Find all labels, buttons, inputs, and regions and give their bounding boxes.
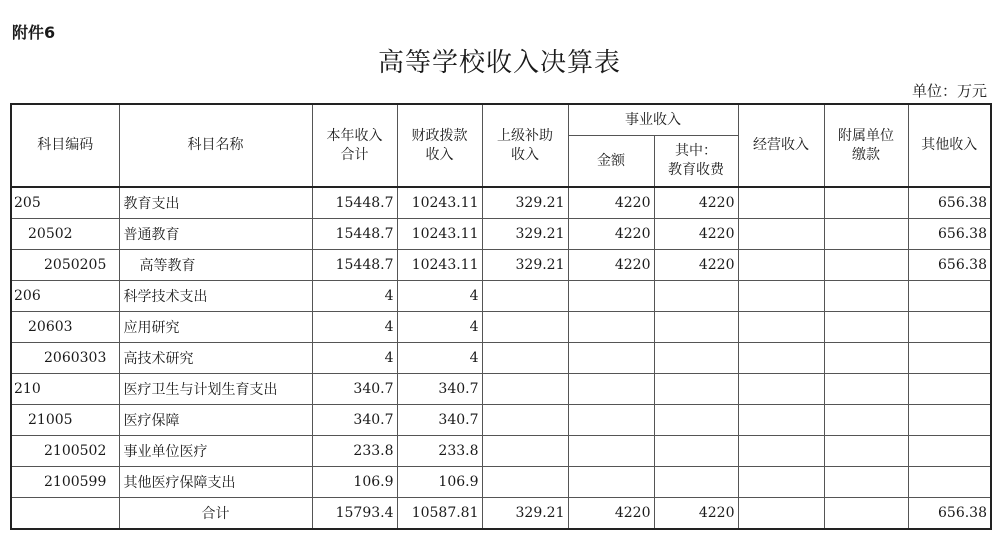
cell-fiscal: 10243.11	[397, 187, 482, 219]
unit-label: 单位：万元	[911, 82, 987, 100]
cell-total: 106.9	[312, 467, 397, 498]
cell-fiscal: 10243.11	[397, 219, 482, 250]
cell-other: 656.38	[908, 187, 991, 219]
cell-total: 15448.7	[312, 187, 397, 219]
cell-business-edu	[654, 405, 738, 436]
cell-other	[908, 374, 991, 405]
cell-affiliated	[824, 436, 908, 467]
table-row	[11, 467, 991, 498]
cell-name: 科学技术支出	[119, 281, 312, 312]
cell-business-edu: 4220	[654, 498, 738, 530]
cell-code: 2050205	[11, 250, 119, 281]
cell-fiscal: 340.7	[397, 405, 482, 436]
table-row	[11, 281, 991, 312]
header-business-edu-line1: 其中：	[675, 143, 717, 159]
cell-other	[908, 467, 991, 498]
table-row	[11, 374, 991, 405]
cell-code: 206	[11, 281, 119, 312]
cell-total: 340.7	[312, 405, 397, 436]
cell-other: 656.38	[908, 250, 991, 281]
cell-name: 事业单位医疗	[119, 436, 312, 467]
cell-business-amount	[568, 374, 654, 405]
cell-name: 医疗卫生与计划生育支出	[119, 374, 312, 405]
cell-business-amount	[568, 312, 654, 343]
cell-superior	[482, 343, 568, 374]
cell-superior	[482, 436, 568, 467]
cell-fiscal: 4	[397, 281, 482, 312]
cell-name: 教育支出	[119, 187, 312, 219]
cell-name: 应用研究	[119, 312, 312, 343]
cell-code: 21005	[11, 405, 119, 436]
cell-operating	[738, 281, 824, 312]
cell-affiliated	[824, 405, 908, 436]
header-row-1	[11, 104, 991, 136]
cell-other	[908, 343, 991, 374]
header-business-edu-line2: 教育收费	[668, 162, 724, 178]
header-business-amount: 金额	[568, 136, 654, 188]
cell-name: 高等教育	[119, 250, 312, 281]
table-row	[11, 250, 991, 281]
cell-name: 普通教育	[119, 219, 312, 250]
cell-code: 2060303	[11, 343, 119, 374]
cell-code: 2100502	[11, 436, 119, 467]
cell-superior	[482, 405, 568, 436]
cell-affiliated	[824, 374, 908, 405]
cell-fiscal: 4	[397, 312, 482, 343]
cell-code: 2100599	[11, 467, 119, 498]
cell-business-amount	[568, 281, 654, 312]
cell-business-edu	[654, 312, 738, 343]
header-business: 事业收入	[568, 104, 738, 136]
table-row	[11, 312, 991, 343]
header-other: 其他收入	[908, 104, 991, 187]
cell-business-edu: 4220	[654, 219, 738, 250]
cell-total: 4	[312, 281, 397, 312]
cell-name: 其他医疗保障支出	[119, 467, 312, 498]
cell-operating	[738, 436, 824, 467]
cell-operating	[738, 374, 824, 405]
cell-affiliated	[824, 343, 908, 374]
cell-name: 医疗保障	[119, 405, 312, 436]
cell-affiliated	[824, 219, 908, 250]
cell-operating	[738, 405, 824, 436]
table-row	[11, 187, 991, 219]
cell-superior	[482, 312, 568, 343]
cell-code: 20502	[11, 219, 119, 250]
cell-superior: 329.21	[482, 250, 568, 281]
cell-operating	[738, 187, 824, 219]
header-operating: 经营收入	[738, 104, 824, 187]
total-label: 合计	[119, 498, 312, 530]
header-superior-line2: 收入	[511, 146, 539, 163]
cell-business-amount: 4220	[568, 498, 654, 530]
cell-operating	[738, 343, 824, 374]
cell-business-amount	[568, 436, 654, 467]
cell-business-amount	[568, 343, 654, 374]
cell-business-amount: 4220	[568, 219, 654, 250]
cell-superior	[482, 467, 568, 498]
cell-operating	[738, 498, 824, 530]
attachment-label: 附件6	[12, 23, 56, 42]
cell-operating	[738, 250, 824, 281]
cell-operating	[738, 312, 824, 343]
total-row	[11, 498, 991, 530]
cell-business-edu: 4220	[654, 250, 738, 281]
cell-fiscal: 233.8	[397, 436, 482, 467]
cell-fiscal: 10243.11	[397, 250, 482, 281]
header-superior	[482, 104, 568, 187]
cell-other	[908, 405, 991, 436]
cell-business-edu	[654, 281, 738, 312]
cell-fiscal: 10587.81	[397, 498, 482, 530]
cell-affiliated	[824, 467, 908, 498]
cell-fiscal: 106.9	[397, 467, 482, 498]
cell-business-amount	[568, 405, 654, 436]
header-fiscal-line1: 财政拨款	[411, 127, 468, 144]
cell-operating	[738, 219, 824, 250]
cell-fiscal: 340.7	[397, 374, 482, 405]
cell-total: 233.8	[312, 436, 397, 467]
cell-operating	[738, 467, 824, 498]
cell-code: 205	[11, 187, 119, 219]
header-affiliated-line2: 缴款	[852, 146, 880, 163]
cell-affiliated	[824, 281, 908, 312]
header-code: 科目编码	[11, 104, 119, 187]
header-superior-line1: 上级补助	[497, 127, 553, 144]
cell-code: 20603	[11, 312, 119, 343]
cell-total: 15793.4	[312, 498, 397, 530]
cell-total: 15448.7	[312, 250, 397, 281]
cell-total: 4	[312, 312, 397, 343]
header-name: 科目名称	[119, 104, 312, 187]
cell-name: 高技术研究	[119, 343, 312, 374]
cell-superior: 329.21	[482, 219, 568, 250]
cell-affiliated	[824, 187, 908, 219]
header-fiscal	[397, 104, 482, 187]
cell-business-edu	[654, 436, 738, 467]
table-row	[11, 343, 991, 374]
revenue-table	[10, 103, 992, 530]
table-row	[11, 219, 991, 250]
header-affiliated-line1: 附属单位	[838, 127, 894, 144]
cell-fiscal: 4	[397, 343, 482, 374]
cell-total: 340.7	[312, 374, 397, 405]
cell-business-amount: 4220	[568, 250, 654, 281]
cell-superior: 329.21	[482, 187, 568, 219]
table-row	[11, 436, 991, 467]
cell-business-edu: 4220	[654, 187, 738, 219]
cell-code	[11, 498, 119, 530]
header-total-line2: 合计	[340, 146, 369, 163]
header-affiliated	[824, 104, 908, 187]
header-total-line1: 本年收入	[326, 127, 383, 144]
cell-superior	[482, 281, 568, 312]
cell-other	[908, 436, 991, 467]
cell-other	[908, 312, 991, 343]
header-fiscal-line2: 收入	[425, 146, 454, 163]
cell-superior: 329.21	[482, 498, 568, 530]
cell-business-amount	[568, 467, 654, 498]
header-business-edu	[654, 136, 738, 188]
cell-business-edu	[654, 467, 738, 498]
cell-other	[908, 281, 991, 312]
cell-affiliated	[824, 312, 908, 343]
cell-total: 15448.7	[312, 219, 397, 250]
page-title: 高等学校收入决算表	[377, 48, 621, 78]
cell-code: 210	[11, 374, 119, 405]
cell-affiliated	[824, 498, 908, 530]
cell-total: 4	[312, 343, 397, 374]
cell-business-edu	[654, 374, 738, 405]
cell-business-amount: 4220	[568, 187, 654, 219]
cell-affiliated	[824, 250, 908, 281]
cell-other: 656.38	[908, 498, 991, 530]
header-total	[312, 104, 397, 187]
cell-business-edu	[654, 343, 738, 374]
cell-superior	[482, 374, 568, 405]
cell-other: 656.38	[908, 219, 991, 250]
table-row	[11, 405, 991, 436]
